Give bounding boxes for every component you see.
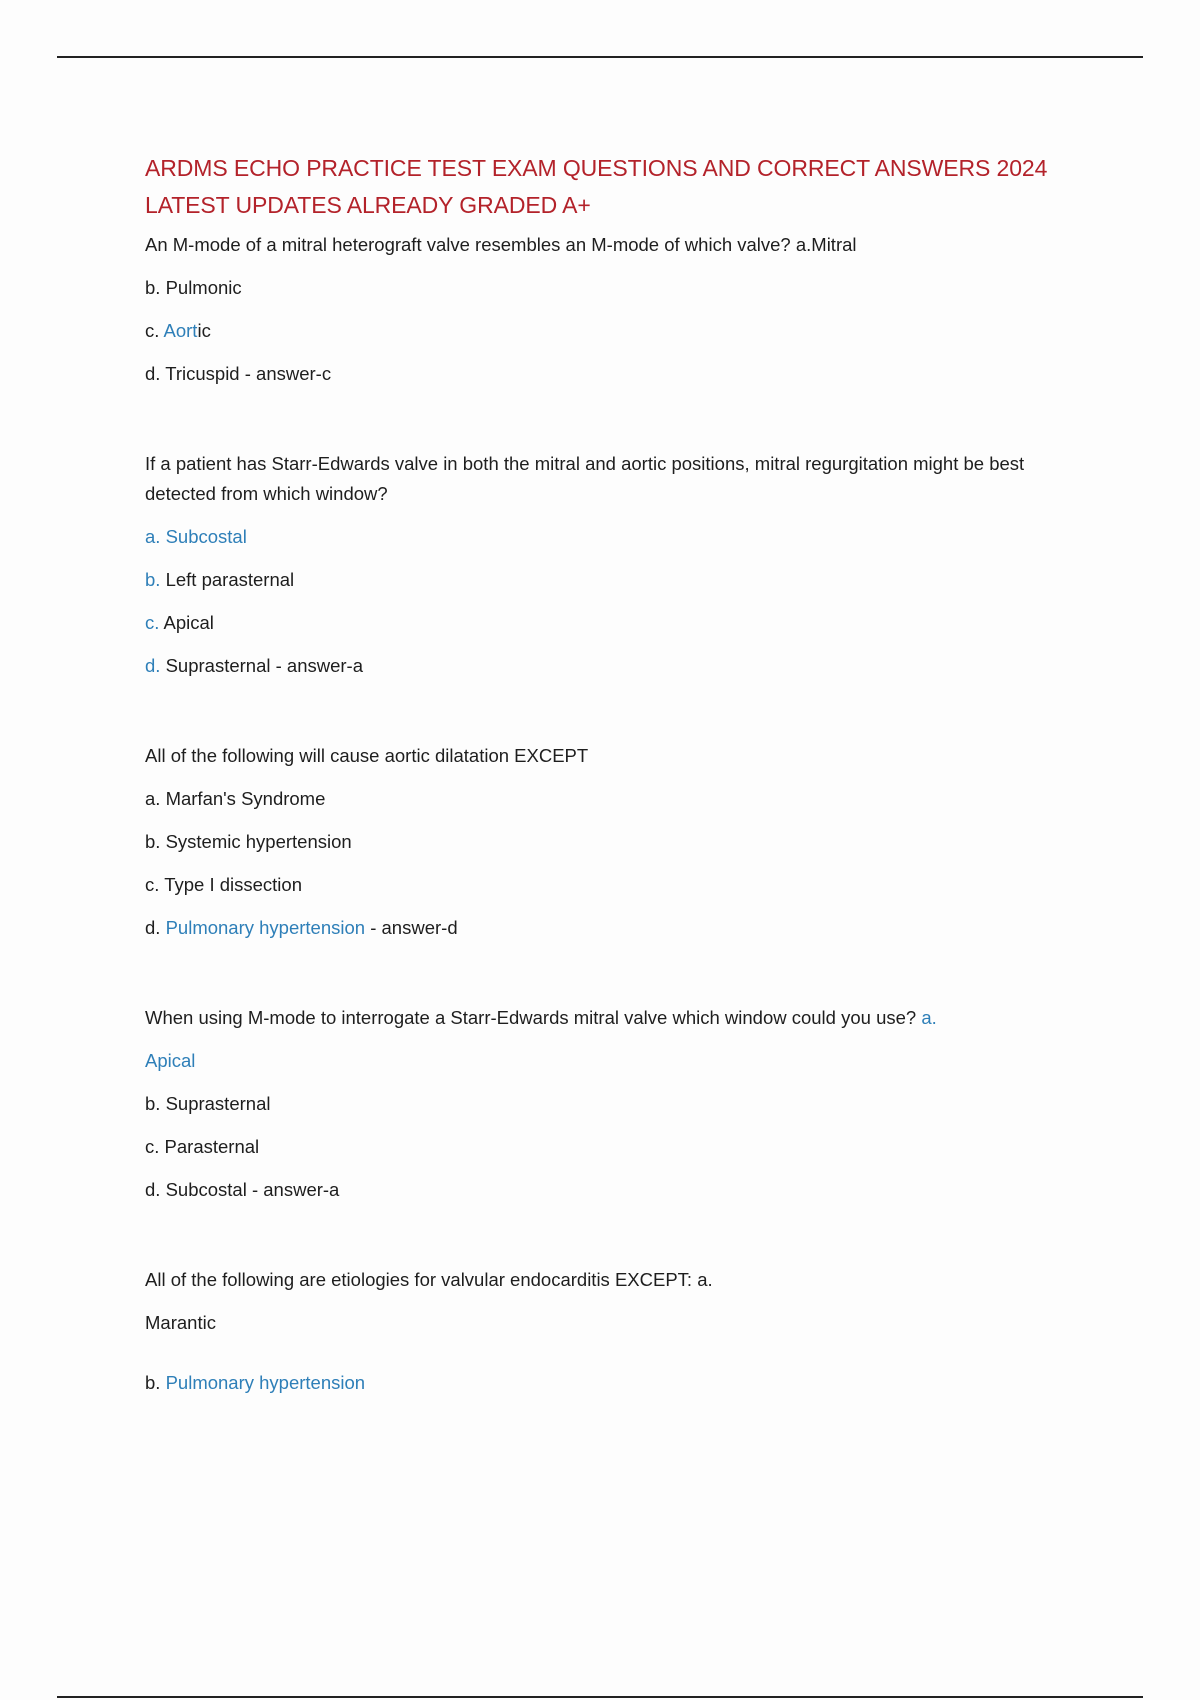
question-3-option-d: d. Pulmonary hypertension - answer-d	[145, 917, 458, 938]
question-4-option-a[interactable]: Apical	[145, 1050, 196, 1071]
question-1-option-c: c. Aortic	[145, 320, 211, 341]
document-title: ARDMS ECHO PRACTICE TEST EXAM QUESTIONS AND CORRECT ANSWERS 2024 LATEST UPDATES ALREADY GRADED A+	[145, 155, 1048, 218]
question-2-stem: If a patient has Starr-Edwards valve in both the mitral and aortic positions, mitral regurgitation might be best detected from which window?	[145, 453, 1025, 504]
question-3-option-b: b. Systemic hypertension	[145, 831, 352, 852]
header-rule	[57, 56, 1143, 58]
question-5-option-a: Marantic	[145, 1312, 216, 1333]
question-4-option-d: d. Subcostal - answer-a	[145, 1179, 340, 1200]
link-text[interactable]: Pulmonary hypertension	[165, 1372, 366, 1393]
question-2	[145, 449, 1095, 681]
question-3-option-a: a. Marfan's Syndrome	[145, 788, 326, 809]
document-body	[145, 150, 1095, 1398]
question-2-option-a[interactable]: a. Subcostal	[145, 526, 247, 547]
question-3-stem: All of the following will cause aortic dilatation EXCEPT	[145, 745, 589, 766]
question-4	[145, 1003, 1095, 1205]
question-3-option-c: c. Type I dissection	[145, 874, 302, 895]
question-5	[145, 1265, 1095, 1398]
question-4-option-c: c. Parasternal	[145, 1136, 260, 1157]
question-2-option-b: b. Left parasternal	[145, 569, 295, 590]
link-text[interactable]: Aort	[163, 320, 198, 341]
question-1-stem: An M-mode of a mitral heterograft valve resembles an M-mode of which valve? a.Mitral	[145, 234, 857, 255]
question-5-option-b: b. Pulmonary hypertension	[145, 1372, 366, 1393]
question-4-option-b: b. Suprasternal	[145, 1093, 271, 1114]
question-3	[145, 741, 1095, 943]
question-1-option-d: d. Tricuspid - answer-c	[145, 363, 332, 384]
question-2-option-d: d. Suprasternal - answer-a	[145, 655, 363, 676]
question-4-stem: When using M-mode to interrogate a Starr-Edwards mitral valve which window could you use? a.	[145, 1007, 937, 1028]
question-5-stem: All of the following are etiologies for valvular endocarditis EXCEPT: a.	[145, 1269, 713, 1290]
question-1	[145, 230, 1095, 389]
question-2-option-c: c. Apical	[145, 612, 214, 633]
question-1-option-b: b. Pulmonic	[145, 277, 242, 298]
footer-rule	[57, 1696, 1143, 1698]
link-text[interactable]: Pulmonary hypertension	[165, 917, 366, 938]
